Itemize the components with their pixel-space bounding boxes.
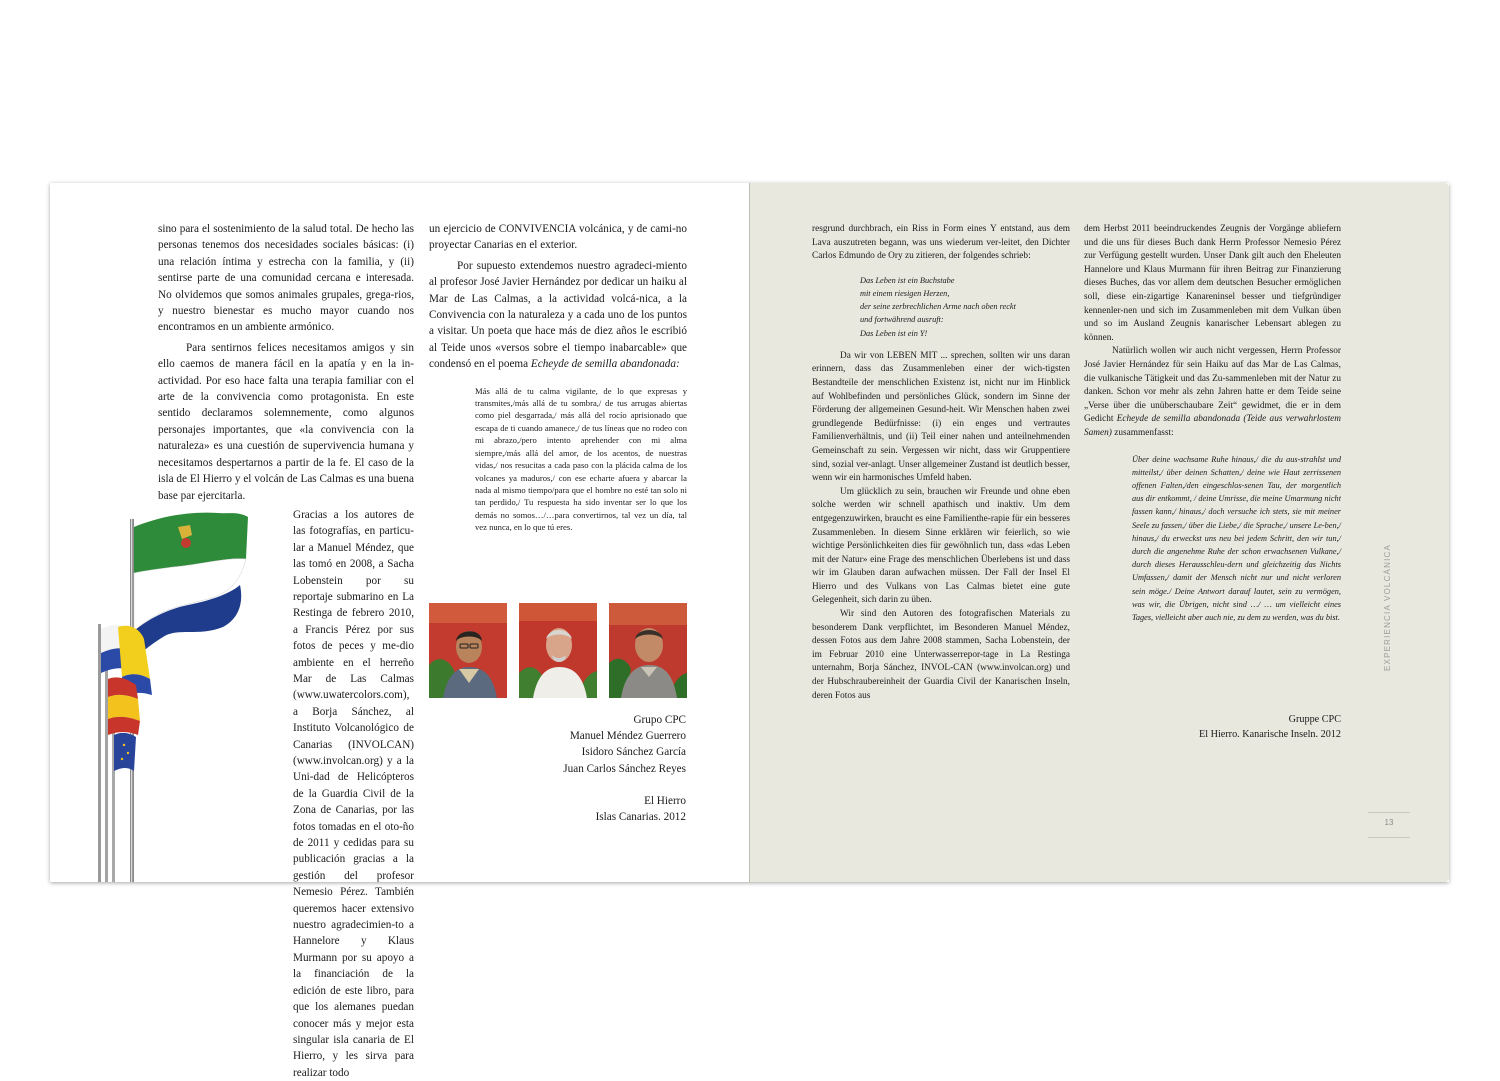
paragraph-wrap-around-flags: Gracias a los autores de las fotografías, en particu-lar a Manuel Méndez, que las tomó en 2008, a Sacha Lobenstein por su reportaje submarino en La Restinga de febrero 2010, a Francis Pérez por sus fotos de peces y me-dio ambiente en el herreño Mar de Las Calmas (www.uwatercolors.com), a Borja Sánchez, al Instituto Volcanológico de Canarias (INVOLCAN) (www.involcan.org) y a la Uni-dad de Helicópteros de la Guardia Civil de la Zona de Canarias, por las fotos tomadas en el oto-ño de 2011 y cedidas para su publicación gracias a la gestión del profesor Nemesio Pérez. También queremos hacer extensivo nuestro agradecimien-to a Hannelore y Klaus Murmann por su apoyo a la financiación de la edición de este libro, para que los alemanes puedan conocer más y mejor esta singular isla canaria de El Hierro, y les sirva para realizar todo — [293, 508, 414, 1079]
page-number: 13 — [1384, 818, 1394, 827]
signature-line: Isidoro Sánchez García — [581, 746, 686, 759]
paragraph: Um glücklich zu sein, brauchen wir Freunde und ohne eben solche werden wir schnell apathisch und inaktiv. Um dem entgegenzuwirken, braucht es eine Familienthe-rapie für ein besseres Zusammenleben. In diesem Sinne erklären wir feierlich, so wie wichtige Persönlichkeiten dies für gewöhnlich tun, dass «das Leben mit der Natur» eine Frage des menschlichen Überlebens ist und dass wir im Glauben daran aufwachen müssen. Der Fall der Insel El Hierro und des Vulkans von Las Calmas bietet eine gute Gelegenheit, sich darin zu üben. — [812, 486, 1070, 606]
poem-title: Echeyde de semilla abandonada: — [530, 358, 680, 371]
place-line: Islas Canarias. 2012 — [595, 811, 686, 824]
folio-rule-top — [1368, 812, 1410, 813]
signature-line: Grupo CPC — [633, 714, 686, 726]
paragraph: sino para el sostenimiento de la salud total. De hecho las personas tenemos dos necesidades sociales básicas: (i) una relación íntima y estrecha con la familia, y (ii) sentirse parte de una comunidad cercana e interesada. No olvidemos que somos animales grupales, grega-rios, y nuestro bienestar es mucho mayor cuando nos encontramos en un ambiente armónico. — [158, 223, 414, 334]
paragraph: Da wir von LEBEN MIT ... sprechen, sollten wir uns daran erinnern, dass das Zusammenleben einer der wich-tigsten Bestandteile der menschlichen Existenz ist, nicht nur im Hinblick auf Wohlbefinden und persönliches Glück, sondern im Sinne der Förderung der allgemeinen Gesund-heit. Wir Menschen haben zwei grundlegende Bedürfnisse: (i) ein enges und vertrautes Familienverhältnis, und (ii) Teil einer nahen und anteilnehmenden Gemeinschaft zu sein. Vergessen wir nicht, dass wir Gruppentiere sind, sozial ver-anlagt. Unser allgemeiner Zustand ist deutlich besser, wenn wir ein harmonisches Umfeld haben. — [812, 350, 1070, 484]
portrait-photo — [519, 603, 597, 698]
place-line: El Hierro — [644, 794, 686, 807]
poem-line: der seine zerbrechlichen Arme nach oben reckt — [860, 302, 1016, 312]
poem — [860, 274, 1070, 340]
paragraph — [1084, 345, 1341, 440]
signature-line: Gruppe CPC — [1288, 714, 1341, 725]
running-section-label: EXPERIENCIA VOLCÁNICA — [1383, 543, 1392, 671]
right-column-2 — [1084, 223, 1341, 624]
poem-line: Das Leben ist ein Y! — [860, 328, 928, 338]
left-page — [50, 183, 749, 1079]
paragraph: Wir sind den Autoren des fotografischen Materials zu besonderem Dank verpflichtet, im Besonderen Manuel Méndez, dessen Fotos aus dem Jahre 2008 stammen, Sacha Lobenstein, der im Februar 2010 eine Unterwasserrepor-tage in La Restinga unternahm, Borja Sánchez, INVOL-CAN (www.involcan.org) und der Hubschraubereinheit der Guardia Civil der Kanarischen Inseln, deren Fotos aus — [812, 609, 1070, 701]
paragraph-text: zusammenfasst: — [1114, 427, 1174, 438]
left-column-1 — [158, 221, 414, 1081]
paragraph: un ejercicio de CONVIVENCIA volcánica, y de cami-no proyectar Canarias en el exterior. — [429, 223, 687, 252]
paragraph-text: Por supuesto extendemos nuestro agradeci-miento al profesor José Javier Hernández por dedicar un haiku al Mar de Las Calmas, a la actividad volcá-nica, a la Convivencia con la naturaleza y a cada uno de los puntos a visitar. Un poeta que hace más de diez años le escribió al Teide unos «versos sobre el tiempo inabarcable» que condensó en el poema — [429, 259, 687, 371]
folio-rule-bottom — [1368, 837, 1410, 838]
left-column-2 — [429, 221, 687, 534]
portrait-photo — [609, 603, 687, 698]
paragraph: Para sentirnos felices necesitamos amigos y sin ello caemos de manera fácil en la apatía y en la in-actividad. Por eso hace falta una terapia familiar con el arte de la convivencia como protagonista. En este sentido declaramos solemnemente, como algunos personajes importantes, que «la convivencia con la naturaleza» es una cuestión de supervivencia humana y necesitamos despertarnos a partir de la fe. El caso de la isla de El Hierro y el volcán de Las Calmas es una buena base par ejercitarla. — [158, 341, 414, 502]
poem-line: Das Leben ist ein Buchstabe — [860, 275, 955, 285]
signature-block — [450, 712, 686, 825]
right-column-1 — [812, 223, 1070, 703]
haiku-quote: Über deine wachsame Ruhe hinaus,/ die du aus-strahlst und mitteilst,/ über deinen Schatten,/ deine wie Haut zerrissenen offenen Falten,/den eingeschlos-senen Tau, der morgentlich aus dir entkommt, / deine Umrisse, die meine Umarmung nicht fassen kann,/ hinaus,/ doch versuche ich stets, sie mit meiner Seele zu fassen,/ über die Liebe,/ die Sprache,/ unsere Le-ben,/ hinaus,/ du erweckst uns neu bei jedem Schritt, den wir tun,/ durch die angenehme Ruhe der schon erwachsenen Vulkane,/ durch dieses Herausschleu-dern und gleichzeitig das Nichts Umfassen,/ damit der Mensch nicht nur und nicht verloren sein möge./ Deine Antwort darauf lautet, sein zu vermögen, was wir, die Übrigen, nicht sind …/ … um vielleicht eines Tages, vielleicht aber auch nie, zu dem zu werden, was du bist. — [1132, 454, 1341, 622]
paragraph-text: Natürlich wollen wir auch nicht vergessen, Herrn Professor José Javier Hernández für sein Haiku auf das Mar de Las Calmas, die vulkanische Tätigkeit und das Zu-sammenleben mit der Natur zu danken. Schon vor mehr als zehn Jahren hatte er dem Teide seine „Verse über die unüberschaubare Zeit“ gewidmet, die er in dem Gedicht — [1084, 346, 1341, 425]
signature-line: Juan Carlos Sánchez Reyes — [563, 762, 686, 775]
right-page — [750, 183, 1449, 882]
haiku-quote: Más allá de tu calma vigilante, de lo que expresas y transmites,/más allá de tu sombra,/ de tus arrugas abiertas como piel desgarrada,/ más allá del rocío aprisionado que escapa de ti cuando amanece,/ de tus líneas que no rodeo con mi abrazo,/pero intento aprehender con mi alma siempre,/más allá del amor, de los acentos, de nuestras vidas,/ nos resucitas a cada paso con la plácida calma de los volcanes ya maduros,/ con ese echarte afuera y abarcar la nada al mismo tiempo/para que el hombre no esté tan solo ni tan perdido,/ Tu respuesta ha sido inventar ser lo que los demás no somos…/…para convertirnos, tal vez un día, tal vez nunca, en lo que tú eres. — [475, 385, 687, 533]
portrait-photo — [429, 603, 507, 698]
poem-title: Echeyde de semilla abandonada (Teide aus verwahrlostem Samen) — [1084, 414, 1341, 438]
signature-line: Manuel Méndez Guerrero — [569, 730, 686, 743]
paragraph — [429, 258, 687, 373]
poem-line: mit einem riesigen Herzen, — [860, 288, 950, 298]
portrait-photos — [429, 603, 687, 698]
book-spread — [50, 183, 1449, 1079]
place-line: El Hierro. Kanarische Inseln. 2012 — [1198, 729, 1341, 740]
paragraph: resgrund durchbrach, ein Riss in Form eines Y entstand, aus dem Lava auszutreten begann, was uns wiederum ver-leitet, den Dichter Carlos Edmundo de Ory zu zitieren, der folgendes schrieb: — [812, 224, 1070, 262]
paragraph: dem Herbst 2011 beeindruckendes Zeugnis der Vorgänge abliefern und die uns für dieses Buch dank Herrn Professor Nemesio Pérez zur Verfügung gestellt wurden. Unser Dank gilt auch den Eheleuten Hannelore und Klaus Murmann für ihren Beitrag zur Finanzierung dieses Buches, das vor allem dem deutschen Besucher ermöglichen soll, diese ein-zigartige Kanareninsel besser und tiefgründiger kennenler-nen und sich im Zusammenleben mit dem Vulkan üben und so im Ausland Zeugnis kanarischer Lebensart ablegen zu können. — [1084, 224, 1341, 343]
signature-block — [1142, 712, 1341, 742]
poem-line: und fortwährend ausruft: — [860, 315, 944, 325]
